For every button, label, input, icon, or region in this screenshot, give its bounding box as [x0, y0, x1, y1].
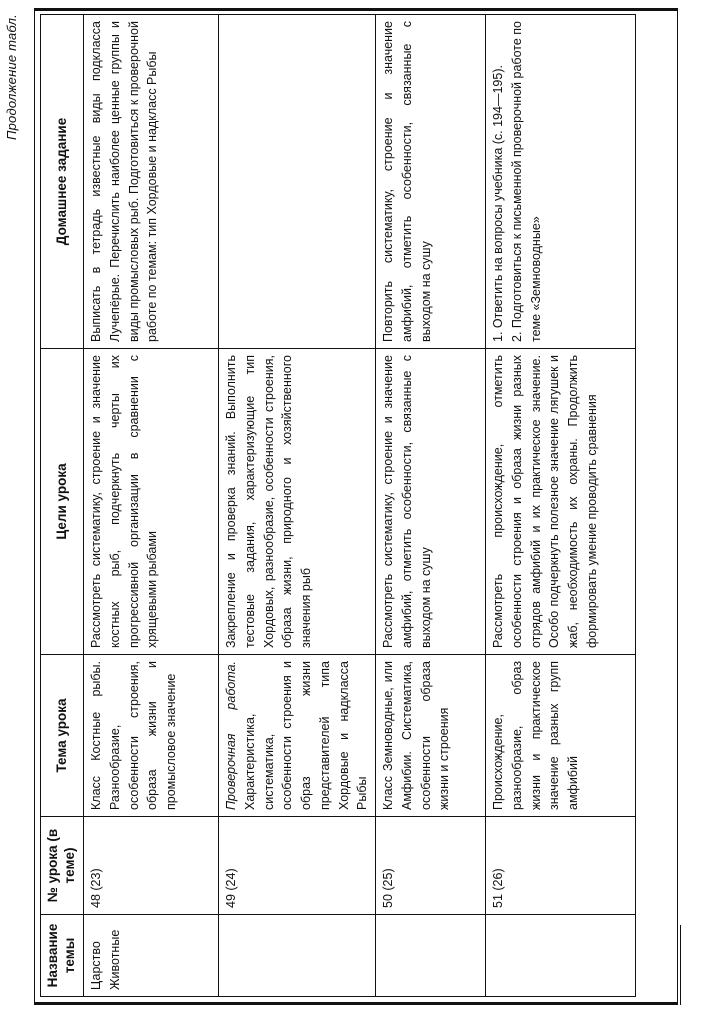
lesson-topic-text: Характеристика, систематика, особенности строения и образ жизни представителей типа Хордовые и надкласса Рыбы — [242, 661, 370, 810]
header-lesson-number: № урока (в теме) — [41, 817, 84, 915]
homework-item: 2. Подготовиться к письменной проверочной работе по теме «Земноводные» — [509, 21, 543, 342]
cell-lesson-goals: Рассмотреть происхождение, отметить особенности строения и образа жизни разных отрядов амфибий и их практическое значение. Особо подчеркнуть полезное значение лягушек и жаб, необходимость их охраны. Продолжить формировать умение проводить сравнения — [486, 349, 636, 655]
header-lesson-topic: Тема урока — [41, 655, 84, 817]
table-caption: Продолжение табл. — [4, 14, 19, 141]
cell-lesson-goals: Рассмотреть систематику, строение и значение амфибий, отметить особенности, связанные с выходом на сушу — [376, 349, 486, 655]
cell-lesson-goals: Рассмотреть систематику, строение и значение костных рыб, подчеркнуть черты их прогрессивной организации в сравнении с хрящевыми рыбами — [84, 349, 219, 655]
cell-lesson-number: 48 (23) — [84, 817, 219, 915]
table-row — [219, 15, 376, 997]
cell-homework: Выписать в тетрадь известные виды подкласса Лучепёрые. Перечислить наиболее ценные группы и виды промысловых рыб. Подготовиться к проверочной работе по темам: тип Хордовые и надкласс Рыбы — [84, 15, 219, 349]
cell-lesson-topic: Класс Костные рыбы. Разнообразие, особенности строения, образа жизни и промысловое значение — [84, 655, 219, 817]
cell-lesson-goals: Закрепление и проверка знаний. Выполнить тестовые задания, характеризующие тип Хордовых, разнообразие, особенности строения, образа жизни, природного и хозяйственного значения рыб — [219, 349, 376, 655]
table-row — [376, 15, 486, 997]
lesson-topic-prefix: Проверочная работа. — [224, 661, 238, 810]
cell-homework — [219, 15, 376, 349]
header-lesson-goals: Цели урока — [41, 349, 84, 655]
cell-topic-name — [486, 915, 636, 997]
table-row — [486, 15, 636, 997]
homework-item: 1. Ответить на вопросы учебника (с. 194—195). — [491, 65, 505, 342]
cell-lesson-topic — [219, 655, 376, 817]
cell-homework — [486, 15, 636, 349]
frame-tick — [680, 925, 681, 1005]
lesson-plan-table — [40, 14, 636, 997]
cell-lesson-number: 51 (26) — [486, 817, 636, 915]
cell-lesson-topic: Происхождение, разнообразие, образ жизни и практическое значение разных групп амфибий — [486, 655, 636, 817]
cell-lesson-topic: Класс Земноводные, или Амфибии. Систематика, особенности образа жизни и строения — [376, 655, 486, 817]
header-topic-name: Название темы — [41, 915, 84, 997]
cell-topic-name: Царство Животные — [84, 915, 219, 997]
cell-lesson-number: 50 (25) — [376, 817, 486, 915]
table-row — [84, 15, 219, 997]
table-header-row — [41, 15, 84, 997]
cell-topic-name — [376, 915, 486, 997]
cell-topic-name — [219, 915, 376, 997]
cell-lesson-number: 49 (24) — [219, 817, 376, 915]
header-homework: Домашнее задание — [41, 15, 84, 349]
cell-homework: Повторить систематику, строение и значение амфибий, отметить особенности, связанные с выходом на сушу — [376, 15, 486, 349]
